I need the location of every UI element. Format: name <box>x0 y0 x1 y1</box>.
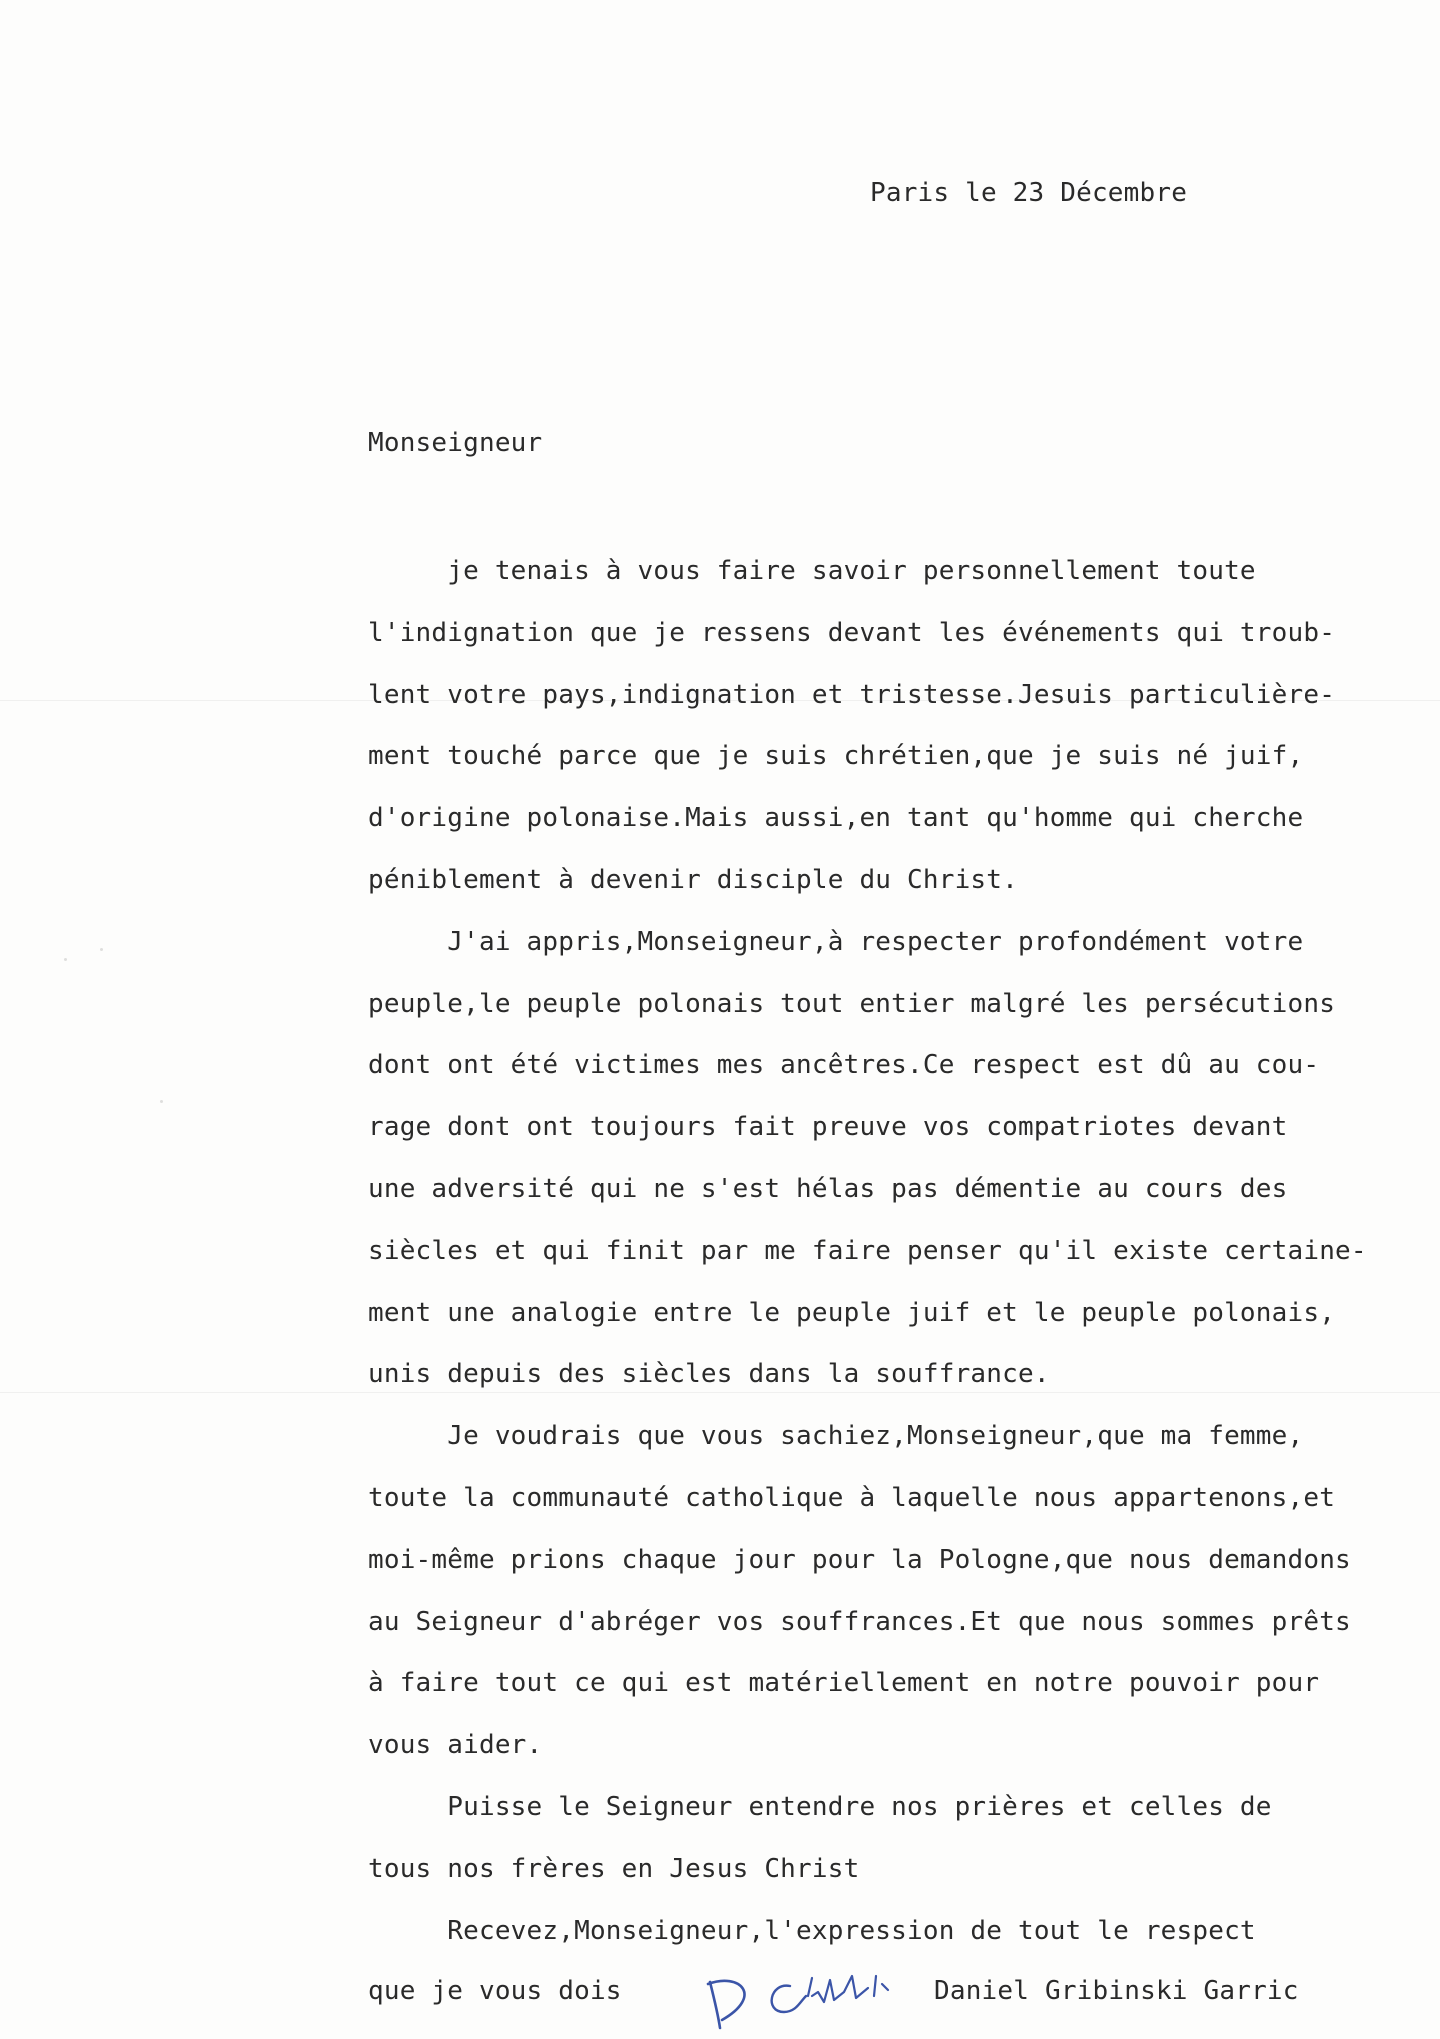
paper-speck <box>160 1100 163 1103</box>
letter-body-line: moi-même prions chaque jour pour la Pologne,que nous demandons <box>368 1545 1351 1575</box>
letter-body-line: à faire tout ce qui est matériellement en notre pouvoir pour <box>368 1668 1320 1698</box>
handwritten-signature <box>700 1962 940 2034</box>
letter-body-line: siècles et qui finit par me faire penser qu'il existe certaine- <box>368 1236 1367 1266</box>
letter-body-line: rage dont ont toujours fait preuve vos compatriotes devant <box>368 1112 1288 1142</box>
letter-body-line: je tenais à vous faire savoir personnellement toute <box>368 556 1256 586</box>
letter-body-line: péniblement à devenir disciple du Christ. <box>368 865 1018 895</box>
paper-speck <box>100 948 103 951</box>
letter-body-line: Je voudrais que vous sachiez,Monseigneur,que ma femme, <box>368 1421 1304 1451</box>
letter-body-line: dont ont été victimes mes ancêtres.Ce respect est dû au cou- <box>368 1050 1320 1080</box>
signer-name: Daniel Gribinski Garric <box>934 1976 1299 2006</box>
letter-body-line: peuple,le peuple polonais tout entier malgré les persécutions <box>368 989 1336 1019</box>
letter-date: Paris le 23 Décembre <box>870 178 1188 208</box>
letter-body-line: d'origine polonaise.Mais aussi,en tant qu'homme qui cherche <box>368 803 1304 833</box>
letter-body-line: une adversité qui ne s'est hélas pas démentie au cours des <box>368 1174 1288 1204</box>
letter-body-line: Recevez,Monseigneur,l'expression de tout le respect <box>368 1916 1256 1946</box>
letter-body-line: l'indignation que je ressens devant les événements qui troub- <box>368 618 1336 648</box>
letter-body-line: ment touché parce que je suis chrétien,que je suis né juif, <box>368 741 1304 771</box>
letter-body-line: ment une analogie entre le peuple juif et le peuple polonais, <box>368 1298 1336 1328</box>
letter-body-line: au Seigneur d'abréger vos souffrances.Et que nous sommes prêts <box>368 1607 1351 1637</box>
letter-body-line: unis depuis des siècles dans la souffrance. <box>368 1359 1050 1389</box>
letter-body-line: tous nos frères en Jesus Christ <box>368 1854 860 1884</box>
letter-salutation: Monseigneur <box>368 428 543 458</box>
letter-body-line: lent votre pays,indignation et tristesse.Jesuis particulière- <box>368 680 1336 710</box>
paper-fold-line <box>0 1392 1440 1393</box>
letter-body-line: Puisse le Seigneur entendre nos prières et celles de <box>368 1792 1272 1822</box>
paper-speck <box>64 958 67 961</box>
letter-body-line: vous aider. <box>368 1730 543 1760</box>
letter-body-line: toute la communauté catholique à laquelle nous appartenons,et <box>368 1483 1336 1513</box>
letter-closing: que je vous dois <box>368 1976 622 2006</box>
letter-body-line: J'ai appris,Monseigneur,à respecter profondément votre <box>368 927 1304 957</box>
